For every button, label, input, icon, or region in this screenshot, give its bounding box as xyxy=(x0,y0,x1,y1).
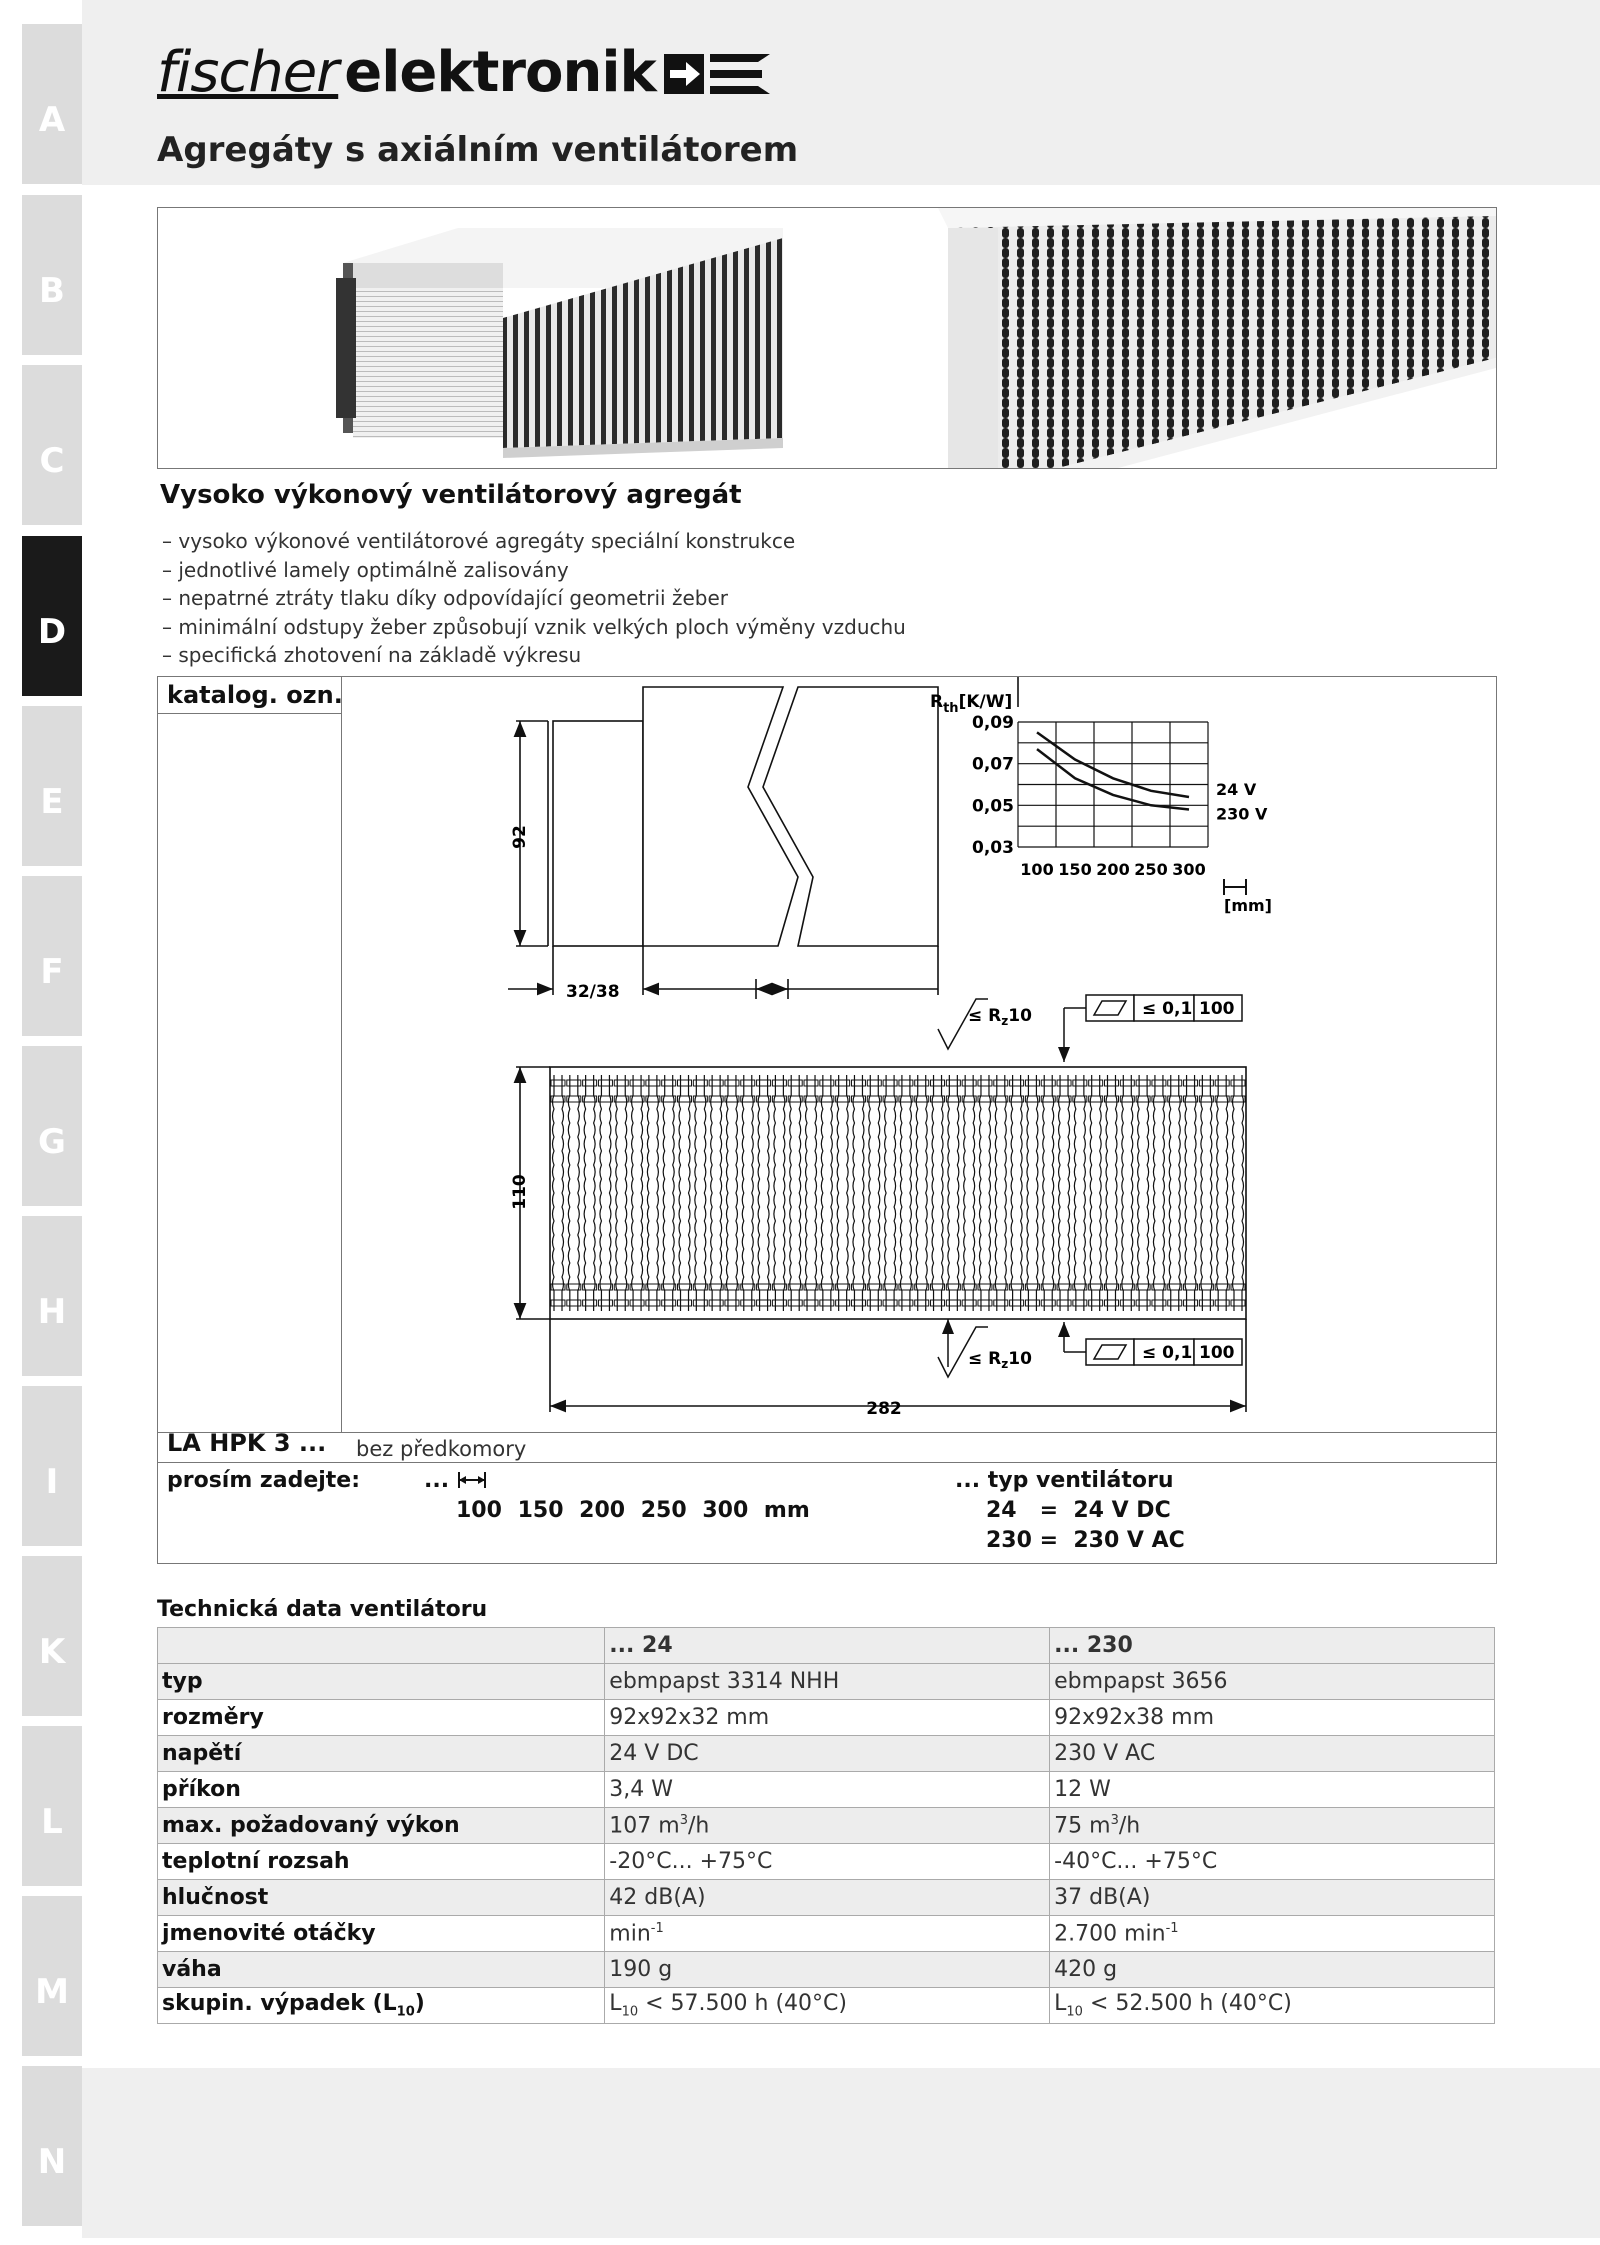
row-value: 24 V DC xyxy=(605,1736,1050,1772)
row-value: -20°C... +75°C xyxy=(605,1844,1050,1880)
feature-item: – minimální odstupy žeber způsobují vznik velkých ploch výměny vzduchu xyxy=(162,614,906,639)
flatness-length: 100 xyxy=(1199,1343,1235,1363)
chart-series-line xyxy=(1037,732,1189,797)
table-row xyxy=(158,1736,1495,1772)
roughness-label: ≤ $R_z10$ xyxy=(968,1006,1032,1028)
chart-series-label: 230 V xyxy=(1216,804,1268,824)
chart-ytick: 0,05 xyxy=(972,796,1014,817)
rth-chart xyxy=(930,692,1272,915)
logo-part-elektronik: elektronik xyxy=(344,40,656,105)
chart-xtick: 200 xyxy=(1096,860,1130,879)
row-value: 230 V AC xyxy=(1050,1736,1495,1772)
product-code: LA HPK 3 ... xyxy=(167,1429,327,1457)
table-row xyxy=(158,1808,1495,1844)
row-label: typ xyxy=(158,1664,605,1700)
chart-xtick: 250 xyxy=(1134,860,1168,879)
tab-k[interactable]: K xyxy=(22,1556,82,1716)
tech-data-title: Technická data ventilátoru xyxy=(157,1597,488,1622)
row-value: 37 dB(A) xyxy=(1050,1880,1495,1916)
length-options: 100 150 200 250 300 mm xyxy=(456,1498,810,1523)
tab-a[interactable]: A xyxy=(22,24,82,184)
flatness-value: ≤ 0,1 xyxy=(1142,1343,1193,1363)
table-row xyxy=(158,1700,1495,1736)
length-placeholder: ... xyxy=(424,1468,487,1493)
tab-g[interactable]: G xyxy=(22,1046,82,1206)
tab-l[interactable]: L xyxy=(22,1726,82,1886)
length-dimension-icon xyxy=(457,1470,487,1490)
feature-item: – vysoko výkonové ventilátorové agregáty speciální konstrukce xyxy=(162,529,796,553)
row-label: příkon xyxy=(158,1772,605,1808)
table-row xyxy=(158,1916,1495,1952)
row-value: $\min^{-1}$ xyxy=(605,1916,1050,1952)
tab-e[interactable]: E xyxy=(22,706,82,866)
roughness-label: ≤ $R_z10$ xyxy=(968,1349,1032,1371)
row-label: rozměry xyxy=(158,1700,605,1736)
row-value: 92x92x32 mm xyxy=(605,1700,1050,1736)
row-label: max. požadovaný výkon xyxy=(158,1808,605,1844)
fan-type-option: 230 = 230 V AC xyxy=(986,1528,1185,1553)
heatsink-photo-illustration xyxy=(158,208,1496,468)
chart-xtick: 100 xyxy=(1020,860,1054,879)
row-value: ebmpapst 3314 NHH xyxy=(605,1664,1050,1700)
tab-m[interactable]: M xyxy=(22,1896,82,2056)
brand-logo xyxy=(157,40,772,105)
catalog-label: katalog. ozn. xyxy=(167,681,343,709)
row-label: hlučnost xyxy=(158,1880,605,1916)
tab-b[interactable]: B xyxy=(22,195,82,355)
chart-xtick: 300 xyxy=(1172,860,1206,879)
tab-i[interactable]: I xyxy=(22,1386,82,1546)
row-value: 3,4 W xyxy=(605,1772,1050,1808)
chart-xtick: 150 xyxy=(1058,860,1092,879)
chart-ytick: 0,03 xyxy=(972,838,1014,858)
table-row xyxy=(158,1880,1495,1916)
feature-list xyxy=(162,527,906,670)
tab-f[interactable]: F xyxy=(22,876,82,1036)
chart-series-label: 24 V xyxy=(1216,780,1257,799)
footer-band xyxy=(82,2068,1600,2238)
feature-item: – specifická zhotovení na základě výkresu xyxy=(162,643,582,667)
logo-part-fischer: fischer xyxy=(157,40,339,105)
page-title: Agregáty s axiálním ventilátorem xyxy=(157,130,799,170)
flatness-length: 100 xyxy=(1199,999,1235,1019)
entry-label: prosím zadejte: xyxy=(167,1468,361,1493)
tab-d[interactable]: D xyxy=(22,536,82,696)
row-value: 190 g xyxy=(605,1952,1050,1988)
table-row xyxy=(158,1844,1495,1880)
chart-ylabel: $R_{th}[K/W]$ xyxy=(930,692,1013,716)
chart-xlabel: [mm] xyxy=(1224,896,1272,915)
table-header-cell: ... 230 xyxy=(1050,1628,1495,1664)
feature-item: – jednotlivé lamely optimálně zalisovány xyxy=(162,557,569,582)
row-value: -40°C... +75°C xyxy=(1050,1844,1495,1880)
row-label: váha xyxy=(158,1952,605,1988)
table-row xyxy=(158,1664,1495,1700)
row-value: 12 W xyxy=(1050,1772,1495,1808)
dimension-label: 282 xyxy=(866,1399,902,1419)
row-value: 92x92x38 mm xyxy=(1050,1700,1495,1736)
chart-ytick: 0,09 xyxy=(972,713,1014,733)
table-row xyxy=(158,1988,1495,2024)
row-value: 2.700 $\min^{-1}$ xyxy=(1050,1916,1495,1952)
row-value: ebmpapst 3656 xyxy=(1050,1664,1495,1700)
row-label: skupin. výpadek $(L_{10})$ xyxy=(158,1988,605,2024)
dimension-label: 92 xyxy=(510,825,530,849)
row-label: teplotní rozsah xyxy=(158,1844,605,1880)
chart-ytick: 0,07 xyxy=(972,754,1014,775)
logo-arrows-icon xyxy=(662,48,772,98)
feature-item: – nepatrné ztráty tlaku díky odpovídající geometrii žeber xyxy=(162,586,728,610)
row-value: 107 $m^3/h$ xyxy=(605,1808,1050,1844)
tech-data-table xyxy=(157,1627,1495,2024)
row-value: 420 g xyxy=(1050,1952,1495,1988)
table-header-row xyxy=(158,1628,1495,1664)
table-row xyxy=(158,1772,1495,1808)
tab-h[interactable]: H xyxy=(22,1216,82,1376)
table-row xyxy=(158,1952,1495,1988)
product-photo xyxy=(157,207,1497,469)
tab-c[interactable]: C xyxy=(22,365,82,525)
row-value: $L_{10} < 57.500$ h (40°C) xyxy=(605,1988,1050,2024)
table-header-cell: ... 24 xyxy=(605,1628,1050,1664)
row-label: napětí xyxy=(158,1736,605,1772)
fan-type-heading: ... typ ventilátoru xyxy=(955,1468,1174,1493)
tab-n[interactable]: N xyxy=(22,2066,82,2226)
section-title: Vysoko výkonový ventilátorový agregát xyxy=(160,480,742,510)
table-header-cell xyxy=(158,1628,605,1664)
divider xyxy=(158,1462,1496,1463)
dimension-label: 32/38 xyxy=(566,982,620,1002)
catalog-box xyxy=(157,676,1497,1564)
row-label: jmenovité otáčky xyxy=(158,1916,605,1952)
row-value: 75 $m^3/h$ xyxy=(1050,1808,1495,1844)
flatness-value: ≤ 0,1 xyxy=(1142,999,1193,1019)
divider xyxy=(158,1432,1496,1433)
dimension-label: 110 xyxy=(510,1174,530,1210)
row-value: $L_{10} < 52.500$ h (40°C) xyxy=(1050,1988,1495,2024)
fan-type-option: 24 = 24 V DC xyxy=(986,1498,1171,1523)
row-value: 42 dB(A) xyxy=(605,1880,1050,1916)
technical-drawing xyxy=(158,677,1496,1432)
product-description: bez předkomory xyxy=(356,1437,527,1461)
